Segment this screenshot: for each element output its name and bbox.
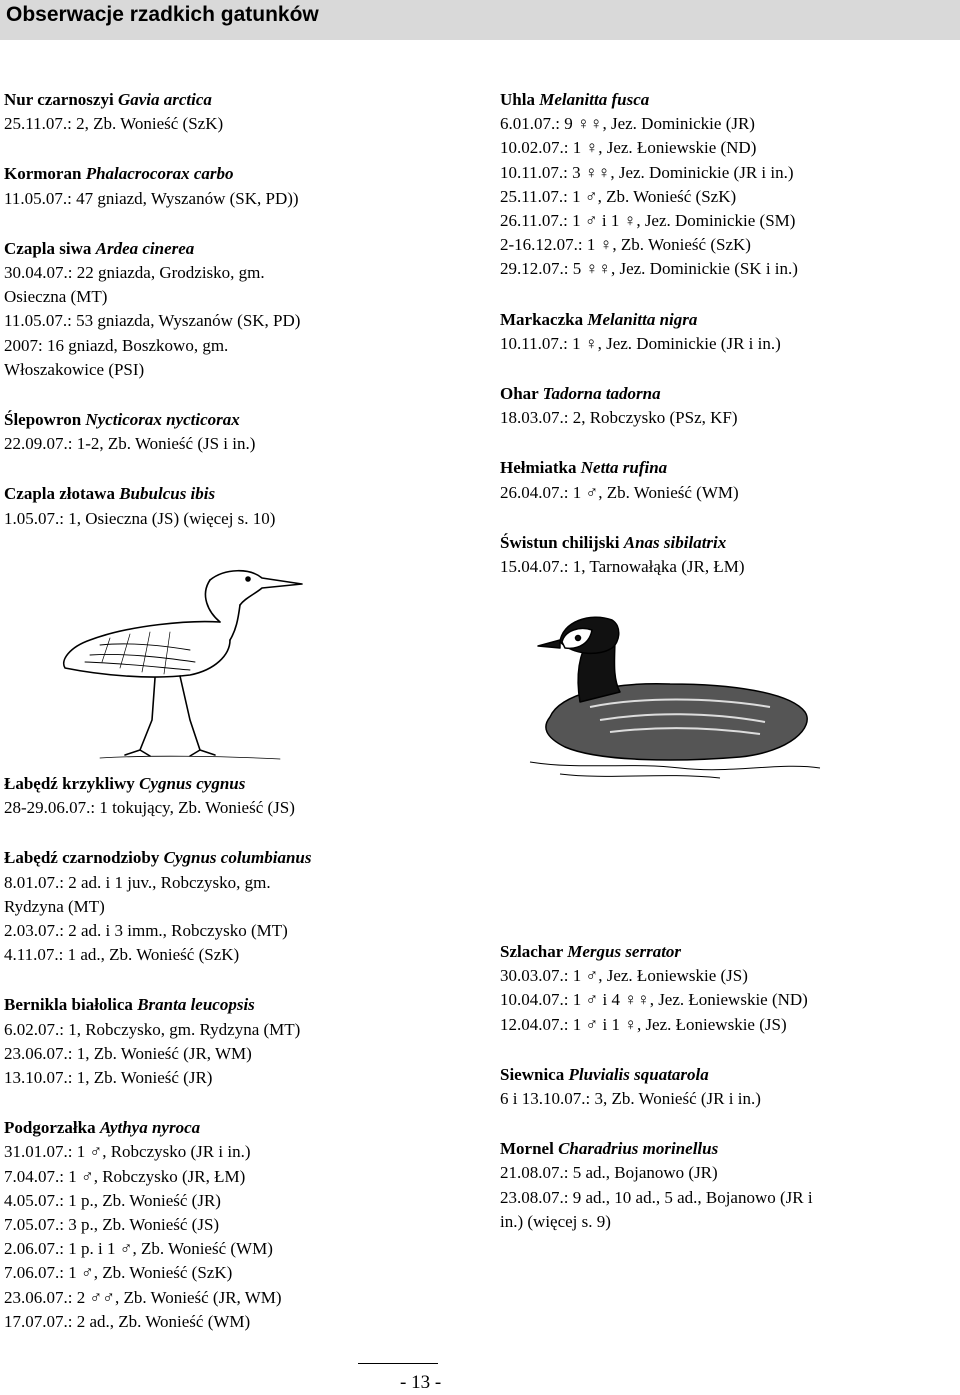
- observation-line: 7.06.07.: 1 ♂, Zb. Wonieść (SzK): [4, 1263, 233, 1283]
- species-latin-name: Anas sibilatrix: [623, 532, 727, 552]
- observation-line: 18.03.07.: 2, Robczysko (PSz, KF): [500, 408, 738, 428]
- species-common-name: Nur czarnoszyi: [4, 90, 114, 109]
- observation-line: 31.01.07.: 1 ♂, Robczysko (JR i in.): [4, 1142, 251, 1162]
- species-entry: [500, 88, 955, 282]
- species-latin-name: Nycticorax nycticorax: [85, 410, 240, 430]
- observation-line: 11.05.07.: 53 gniazda, Wyszanów (SK, PD): [4, 311, 301, 331]
- species-entry: [4, 482, 474, 530]
- species-latin-name: Netta rufina: [580, 458, 668, 478]
- species-common-name: Ohar: [500, 384, 539, 404]
- observation-line: 28-29.06.07.: 1 tokujący, Zb. Wonieść (JS): [4, 798, 295, 818]
- observation-line: 2007: 16 gniazd, Boszkowo, gm.: [4, 335, 229, 355]
- species-latin-name: Cygnus cygnus: [139, 774, 246, 793]
- species-entry: [500, 531, 955, 579]
- species-common-name: Czapla siwa: [4, 238, 92, 258]
- observation-line: 2.06.07.: 1 p. i 1 ♂, Zb. Wonieść (WM): [4, 1239, 273, 1259]
- observation-line: 21.08.07.: 5 ad., Bojanowo (JR): [500, 1163, 718, 1183]
- observation-line: 23.06.07.: 1, Zb. Wonieść (JR, WM): [4, 1043, 252, 1063]
- species-entry: [4, 846, 474, 967]
- species-latin-name: Tadorna tadorna: [542, 384, 661, 404]
- species-common-name: Łabędź krzykliwy: [4, 774, 135, 793]
- species-heading: [500, 940, 955, 964]
- species-heading: [4, 237, 474, 261]
- species-latin-name: Branta leucopsis: [137, 995, 255, 1015]
- species-heading: [4, 162, 474, 186]
- species-latin-name: Gavia arctica: [117, 90, 212, 109]
- species-common-name: Łabędź czarnodzioby: [4, 848, 160, 868]
- observation-line: 15.04.07.: 1, Tarnowałąka (JR, ŁM): [500, 557, 745, 577]
- observation-line: 29.12.07.: 5 ♀♀, Jez. Dominickie (SK i in.): [500, 259, 798, 279]
- species-common-name: Świstun chilijski: [500, 532, 620, 552]
- observation-line: 1.05.07.: 1, Osieczna (JS) (więcej s. 10): [4, 508, 276, 528]
- species-heading: [4, 846, 474, 870]
- species-heading: [4, 88, 474, 112]
- observation-line: 23.06.07.: 2 ♂♂, Zb. Wonieść (JR, WM): [4, 1287, 282, 1307]
- observation-line: Osieczna (MT): [4, 287, 108, 307]
- observation-line: 30.03.07.: 1 ♂, Jez. Łoniewskie (JS): [500, 966, 748, 986]
- species-common-name: Ślepowron: [4, 410, 82, 430]
- species-heading: [4, 1116, 474, 1140]
- species-common-name: Podgorzałka: [4, 1118, 96, 1138]
- column-right-bottom: [500, 940, 955, 1260]
- species-common-name: Kormoran: [4, 164, 82, 184]
- species-latin-name: Aythya nyroca: [99, 1118, 201, 1138]
- species-common-name: Uhla: [500, 90, 535, 109]
- observation-line: 12.04.07.: 1 ♂ i 1 ♀, Jez. Łoniewskie (JS): [500, 1014, 787, 1034]
- species-heading: [500, 1137, 955, 1161]
- observation-line: 2-16.12.07.: 1 ♀, Zb. Wonieść (SzK): [500, 235, 751, 255]
- observation-line: 26.11.07.: 1 ♂ i 1 ♀, Jez. Dominickie (SM): [500, 211, 796, 231]
- species-latin-name: Charadrius morinellus: [558, 1139, 719, 1159]
- cattle-egret-drawing-icon: [40, 550, 340, 765]
- observation-line: 6.02.07.: 1, Robczysko, gm. Rydzyna (MT): [4, 1019, 301, 1039]
- column-left-bottom: [4, 772, 474, 1360]
- species-entry: [500, 1063, 955, 1111]
- species-heading: [500, 456, 955, 480]
- observation-line: 25.11.07.: 1 ♂, Zb. Wonieść (SzK): [500, 186, 737, 206]
- species-heading: [500, 88, 955, 112]
- species-heading: [4, 772, 474, 796]
- species-latin-name: Cygnus columbianus: [163, 848, 312, 868]
- observation-line: 8.01.07.: 2 ad. i 1 juv., Robczysko, gm.: [4, 872, 271, 892]
- species-entry: [4, 772, 474, 820]
- observation-line: 7.05.07.: 3 p., Zb. Wonieść (JS): [4, 1215, 220, 1235]
- footer-rule: [358, 1363, 438, 1364]
- species-entry: [4, 237, 474, 382]
- observation-line: 26.04.07.: 1 ♂, Zb. Wonieść (WM): [500, 482, 739, 502]
- species-heading: [4, 482, 474, 506]
- species-heading: [500, 308, 955, 332]
- species-heading: [4, 993, 474, 1017]
- species-entry: [4, 162, 474, 210]
- species-common-name: Siewnica: [500, 1064, 565, 1084]
- page-title: Obserwacje rzadkich gatunków: [6, 3, 319, 26]
- observation-line: 7.04.07.: 1 ♂, Robczysko (JR, ŁM): [4, 1166, 246, 1186]
- observation-line: 6.01.07.: 9 ♀♀, Jez. Dominickie (JR): [500, 114, 755, 134]
- species-entry: [500, 308, 955, 356]
- column-left-top: [4, 88, 474, 557]
- observation-line: 30.04.07.: 22 gniazda, Grodzisko, gm.: [4, 263, 265, 283]
- species-entry: [500, 940, 955, 1037]
- observation-line: 23.08.07.: 9 ad., 10 ad., 5 ad., Bojanowo (JR i: [500, 1187, 813, 1207]
- observation-line: 6 i 13.10.07.: 3, Zb. Wonieść (JR i in.): [500, 1089, 761, 1109]
- observation-line: 10.11.07.: 3 ♀♀, Jez. Dominickie (JR i in.): [500, 162, 794, 182]
- species-latin-name: Melanitta fusca: [539, 90, 650, 109]
- species-entry: [4, 88, 474, 136]
- species-latin-name: Phalacrocorax carbo: [85, 164, 234, 184]
- observation-line: 17.07.07.: 2 ad., Zb. Wonieść (WM): [4, 1311, 251, 1331]
- species-latin-name: Melanitta nigra: [587, 309, 698, 329]
- observation-line: 25.11.07.: 2, Zb. Wonieść (SzK): [4, 114, 224, 134]
- species-common-name: Markaczka: [500, 309, 584, 329]
- species-latin-name: Bubulcus ibis: [119, 484, 216, 504]
- column-right-top: [500, 88, 955, 605]
- species-common-name: Bernikla białolica: [4, 995, 133, 1015]
- observation-line: 2.03.07.: 2 ad. i 3 imm., Robczysko (MT): [4, 921, 288, 941]
- observation-line: 22.09.07.: 1-2, Zb. Wonieść (JS i in.): [4, 434, 256, 454]
- observation-line: 11.05.07.: 47 gniazd, Wyszanów (SK, PD)): [4, 188, 299, 208]
- observation-line: 4.05.07.: 1 p., Zb. Wonieść (JR): [4, 1190, 221, 1210]
- species-heading: [500, 382, 955, 406]
- species-latin-name: Pluvialis squatarola: [568, 1064, 709, 1084]
- species-heading: [500, 1063, 955, 1087]
- species-common-name: Mornel: [500, 1139, 554, 1159]
- species-entry: [500, 382, 955, 430]
- observation-line: in.) (więcej s. 9): [500, 1211, 611, 1231]
- species-entry: [500, 1137, 955, 1234]
- species-entry: [500, 456, 955, 504]
- species-common-name: Szlachar: [500, 942, 563, 961]
- species-entry: [4, 993, 474, 1090]
- observation-line: 4.11.07.: 1 ad., Zb. Wonieść (SzK): [4, 945, 240, 965]
- species-heading: [4, 408, 474, 432]
- species-latin-name: Mergus serrator: [567, 942, 682, 961]
- observation-line: 10.04.07.: 1 ♂ i 4 ♀♀, Jez. Łoniewskie (ND): [500, 990, 808, 1010]
- observation-line: 13.10.07.: 1, Zb. Wonieść (JR): [4, 1068, 213, 1088]
- barnacle-goose-drawing-icon: [520, 612, 830, 784]
- species-entry: [4, 408, 474, 456]
- species-entry: [4, 1116, 474, 1334]
- species-latin-name: Ardea cinerea: [95, 238, 195, 258]
- observation-line: 10.02.07.: 1 ♀, Jez. Łoniewskie (ND): [500, 138, 757, 158]
- observation-line: Włoszakowice (PSI): [4, 359, 145, 379]
- page-header: [0, 0, 960, 40]
- species-heading: [500, 531, 955, 555]
- page-number: - 13 -: [400, 1372, 442, 1393]
- observation-line: 10.11.07.: 1 ♀, Jez. Dominickie (JR i in.): [500, 333, 781, 353]
- observation-line: Rydzyna (MT): [4, 896, 105, 916]
- species-common-name: Czapla złotawa: [4, 484, 115, 504]
- species-common-name: Hełmiatka: [500, 458, 577, 478]
